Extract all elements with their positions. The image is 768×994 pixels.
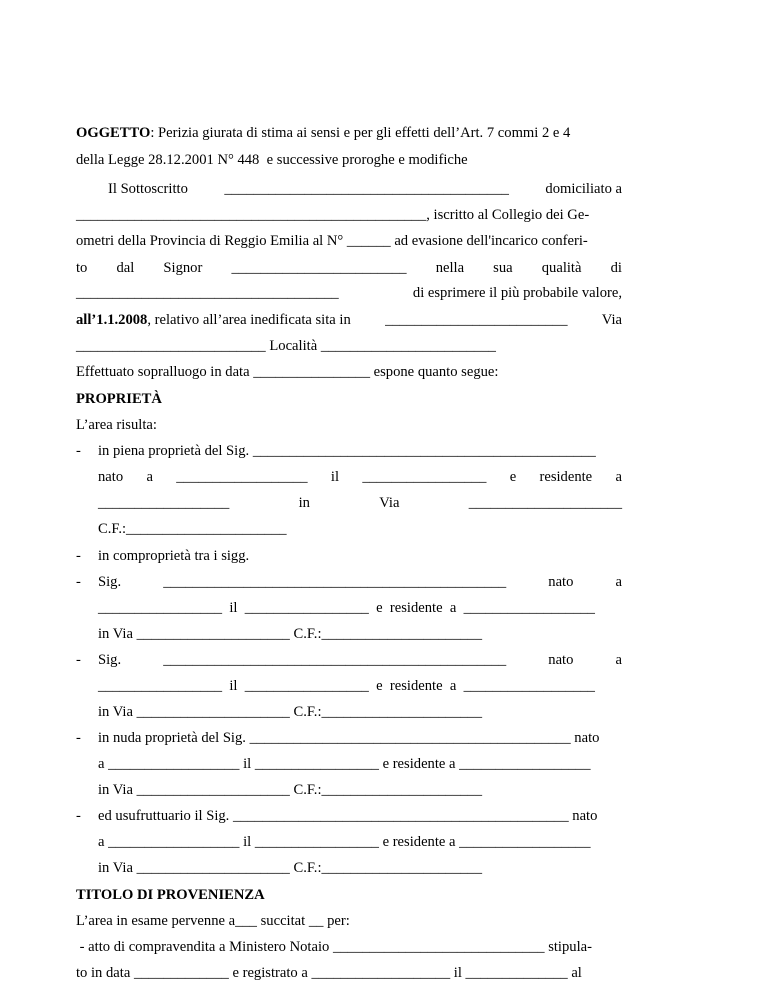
text-segment: Il Sottoscritto — [108, 181, 188, 197]
text-segment: , relativo all’area inedificata sita in — [147, 312, 351, 328]
usuf-line-3: in Via _____________________ C.F.:______________________ — [98, 860, 483, 876]
text-segment: a — [146, 469, 153, 485]
piena-cf: C.F.:______________________ — [98, 521, 287, 537]
text-segment: di esprimere il più probabile valore, — [412, 285, 622, 301]
body-line-6 — [76, 311, 622, 329]
titolo-line-3: to in data _____________ e registrato a ___________________ il ______________ al — [76, 965, 582, 981]
sig1-line-2: _________________ il _________________ e residente a __________________ — [98, 600, 595, 616]
comproprieta-line: in comproprietà tra i sigg. — [98, 548, 250, 564]
usuf-line-2: a __________________ il _________________ e residente a __________________ — [98, 834, 591, 850]
body-line-8: Effettuato sopralluogo in data ________________ espone quanto segue: — [76, 364, 499, 380]
blank-field: _______________________________________________ — [163, 652, 507, 668]
oggetto-text: : Perizia giurata di stima ai sensi e per gli effetti dell’Art. 7 commi 2 e 4 — [150, 125, 571, 141]
text-segment: a — [615, 652, 622, 668]
text-segment: Via — [379, 495, 400, 511]
dash: - — [76, 443, 81, 459]
usuf-line-1: ed usufruttuario il Sig. ______________________________________________ nato — [98, 808, 598, 824]
oggetto-line-2: della Legge 28.12.2001 N° 448 e successive proroghe e modifiche — [76, 152, 468, 168]
text-segment: nato — [548, 652, 574, 668]
body-line-3: ometri della Provincia di Reggio Emilia al N° ______ ad evasione dell'incarico conferi- — [76, 233, 588, 249]
blank-field: _________________ — [362, 469, 487, 485]
nuda-line-3: in Via _____________________ C.F.:______________________ — [98, 782, 483, 798]
sig1-line-1 — [98, 573, 622, 591]
blank-field: _____________________ — [468, 495, 622, 511]
text-segment: domiciliato a — [545, 181, 622, 197]
text-segment: Via — [601, 312, 622, 328]
body-line-5 — [76, 284, 622, 302]
blank-field: _______________________________________ — [224, 181, 509, 197]
text-segment — [76, 311, 351, 329]
piena-line-2 — [98, 468, 622, 486]
blank-field: _______________________________________________ — [163, 574, 507, 590]
dash: - — [76, 808, 81, 824]
text-segment: nato — [98, 469, 124, 485]
blank-field: ____________________________________ — [76, 285, 339, 301]
titolo-line-1: L’area in esame pervenne a___ succitat __ per: — [76, 913, 350, 929]
text-segment: Signor — [163, 260, 203, 276]
blank-field: __________________ — [176, 469, 308, 485]
blank-field: _________________________ — [385, 312, 568, 328]
section-heading-titolo: TITOLO DI PROVENIENZA — [76, 887, 265, 903]
text-segment: to — [76, 260, 88, 276]
text-segment: Sig. — [98, 652, 122, 668]
text-segment: a — [615, 574, 622, 590]
body-line-2: ________________________________________________, iscritto al Collegio dei Ge- — [76, 207, 590, 223]
text-segment: e — [509, 469, 517, 485]
body-line-4 — [76, 259, 622, 277]
text-segment: dal — [116, 260, 135, 276]
text-segment: nato — [548, 574, 574, 590]
dash: - — [76, 548, 81, 564]
body-line-7: __________________________ Località ________________________ — [76, 338, 496, 354]
text-segment: il — [330, 469, 340, 485]
dash: - — [76, 730, 81, 746]
dash: - — [76, 652, 81, 668]
piena-line-3 — [98, 494, 622, 512]
sig2-line-3: in Via _____________________ C.F.:______________________ — [98, 704, 483, 720]
dash: - — [76, 574, 81, 590]
sig2-line-1 — [98, 651, 622, 669]
text-segment: in — [298, 495, 310, 511]
nuda-line-1: in nuda proprietà del Sig. ____________________________________________ nato — [98, 730, 600, 746]
blank-field: __________________ — [98, 495, 230, 511]
body-line-1 — [108, 180, 622, 198]
text-segment: residente — [539, 469, 593, 485]
text-segment: a — [615, 469, 622, 485]
blank-field: ________________________ — [231, 260, 407, 276]
text-segment: Sig. — [98, 574, 122, 590]
titolo-line-2: - atto di compravendita a Ministero Notaio _____________________________ stipula- — [76, 939, 592, 955]
oggetto-label: OGGETTO — [76, 125, 151, 141]
sig2-line-2: _________________ il _________________ e residente a __________________ — [98, 678, 595, 694]
area-risulta: L’area risulta: — [76, 417, 157, 433]
sig1-line-3: in Via _____________________ C.F.:______________________ — [98, 626, 483, 642]
valuation-date: all’1.1.2008 — [76, 312, 148, 328]
text-segment: sua — [493, 260, 513, 276]
section-heading-proprieta: PROPRIETÀ — [76, 391, 162, 407]
text-segment: di — [610, 260, 622, 276]
text-segment: qualità — [541, 260, 582, 276]
nuda-line-2: a __________________ il _________________ e residente a __________________ — [98, 756, 591, 772]
piena-line-1: in piena proprietà del Sig. _______________________________________________ — [98, 443, 596, 459]
oggetto-line-1 — [76, 124, 570, 142]
text-segment: nella — [435, 260, 465, 276]
